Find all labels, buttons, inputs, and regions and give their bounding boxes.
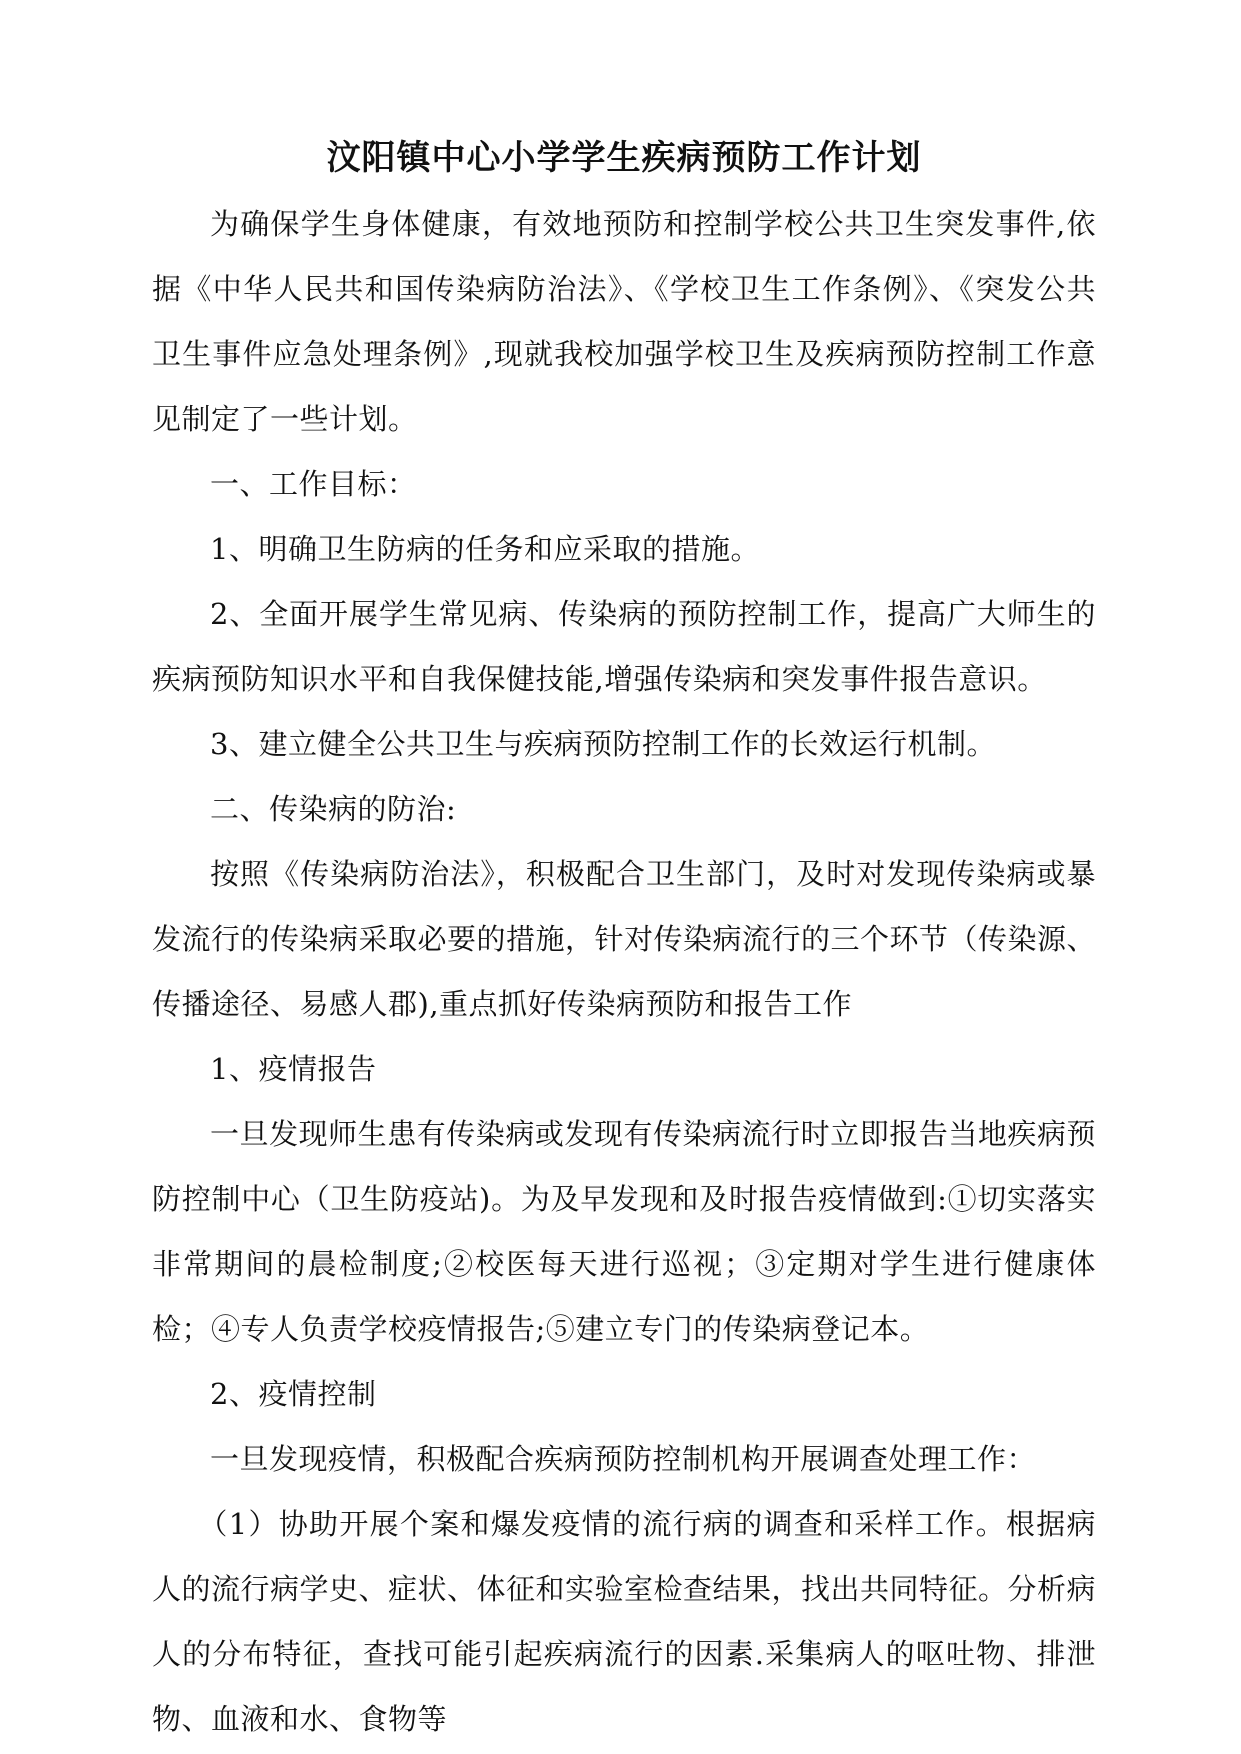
subheading-epidemic-control: 2、疫情控制 (210, 1377, 377, 1411)
section-heading-prevention: 二、传染病的防治: (210, 792, 457, 826)
paragraph-prevention: 按照《传染病防治法》，积极配合卫生部门，及时对发现传染病或暴发流行的传染病采取必要的措施，针对传染病流行的三个环节（传染源、传播途径、易感人郡),重点抓好传染病预防和报告工作 (152, 857, 1097, 1021)
section-heading-goals: 一、工作目标： (210, 467, 417, 501)
document-page (152, 128, 1096, 1752)
subheading-epidemic-report: 1、疫情报告 (210, 1052, 377, 1086)
paragraph-control-item-1: （1）协助开展个案和爆发疫情的流行病的调查和采样工作。根据病人的流行病学史、症状、体征和实验室检查结果，找出共同特征。分析病人的分布特征，查找可能引起疾病流行的因素.采集病人的呕吐物、排泄物、血液和水、食物等 (152, 1507, 1097, 1736)
paragraph-intro: 为确保学生身体健康，有效地预防和控制学校公共卫生突发事件,依据《中华人民共和国传染病防治法》、《学校卫生工作条例》、《突发公共卫生事件应急处理条例》,现就我校加强学校卫生及疾病预防控制工作意见制定了一些计划。 (152, 207, 1096, 436)
paragraph-epidemic-control: 一旦发现疫情，积极配合疾病预防控制机构开展调查处理工作： (210, 1442, 1037, 1476)
document-title: 汶阳镇中心小学学生疾病预防工作计划 (326, 138, 922, 178)
goal-item-1: 1、明确卫生防病的任务和应采取的措施。 (210, 532, 760, 566)
goal-item-3: 3、建立健全公共卫生与疾病预防控制工作的长效运行机制。 (210, 727, 996, 761)
goal-item-2: 2、全面开展学生常见病、传染病的预防控制工作，提高广大师生的疾病预防知识水平和自我保健技能,增强传染病和突发事件报告意识。 (152, 597, 1096, 696)
paragraph-epidemic-report: 一旦发现师生患有传染病或发现有传染病流行时立即报告当地疾病预防控制中心（卫生防疫站)。为及早发现和及时报告疫情做到:①切实落实非常期间的晨检制度;②校医每天进行巡视；③定期对学生进行健康体检；④专人负责学校疫情报告;⑤建立专门的传染病登记本。 (152, 1117, 1096, 1346)
